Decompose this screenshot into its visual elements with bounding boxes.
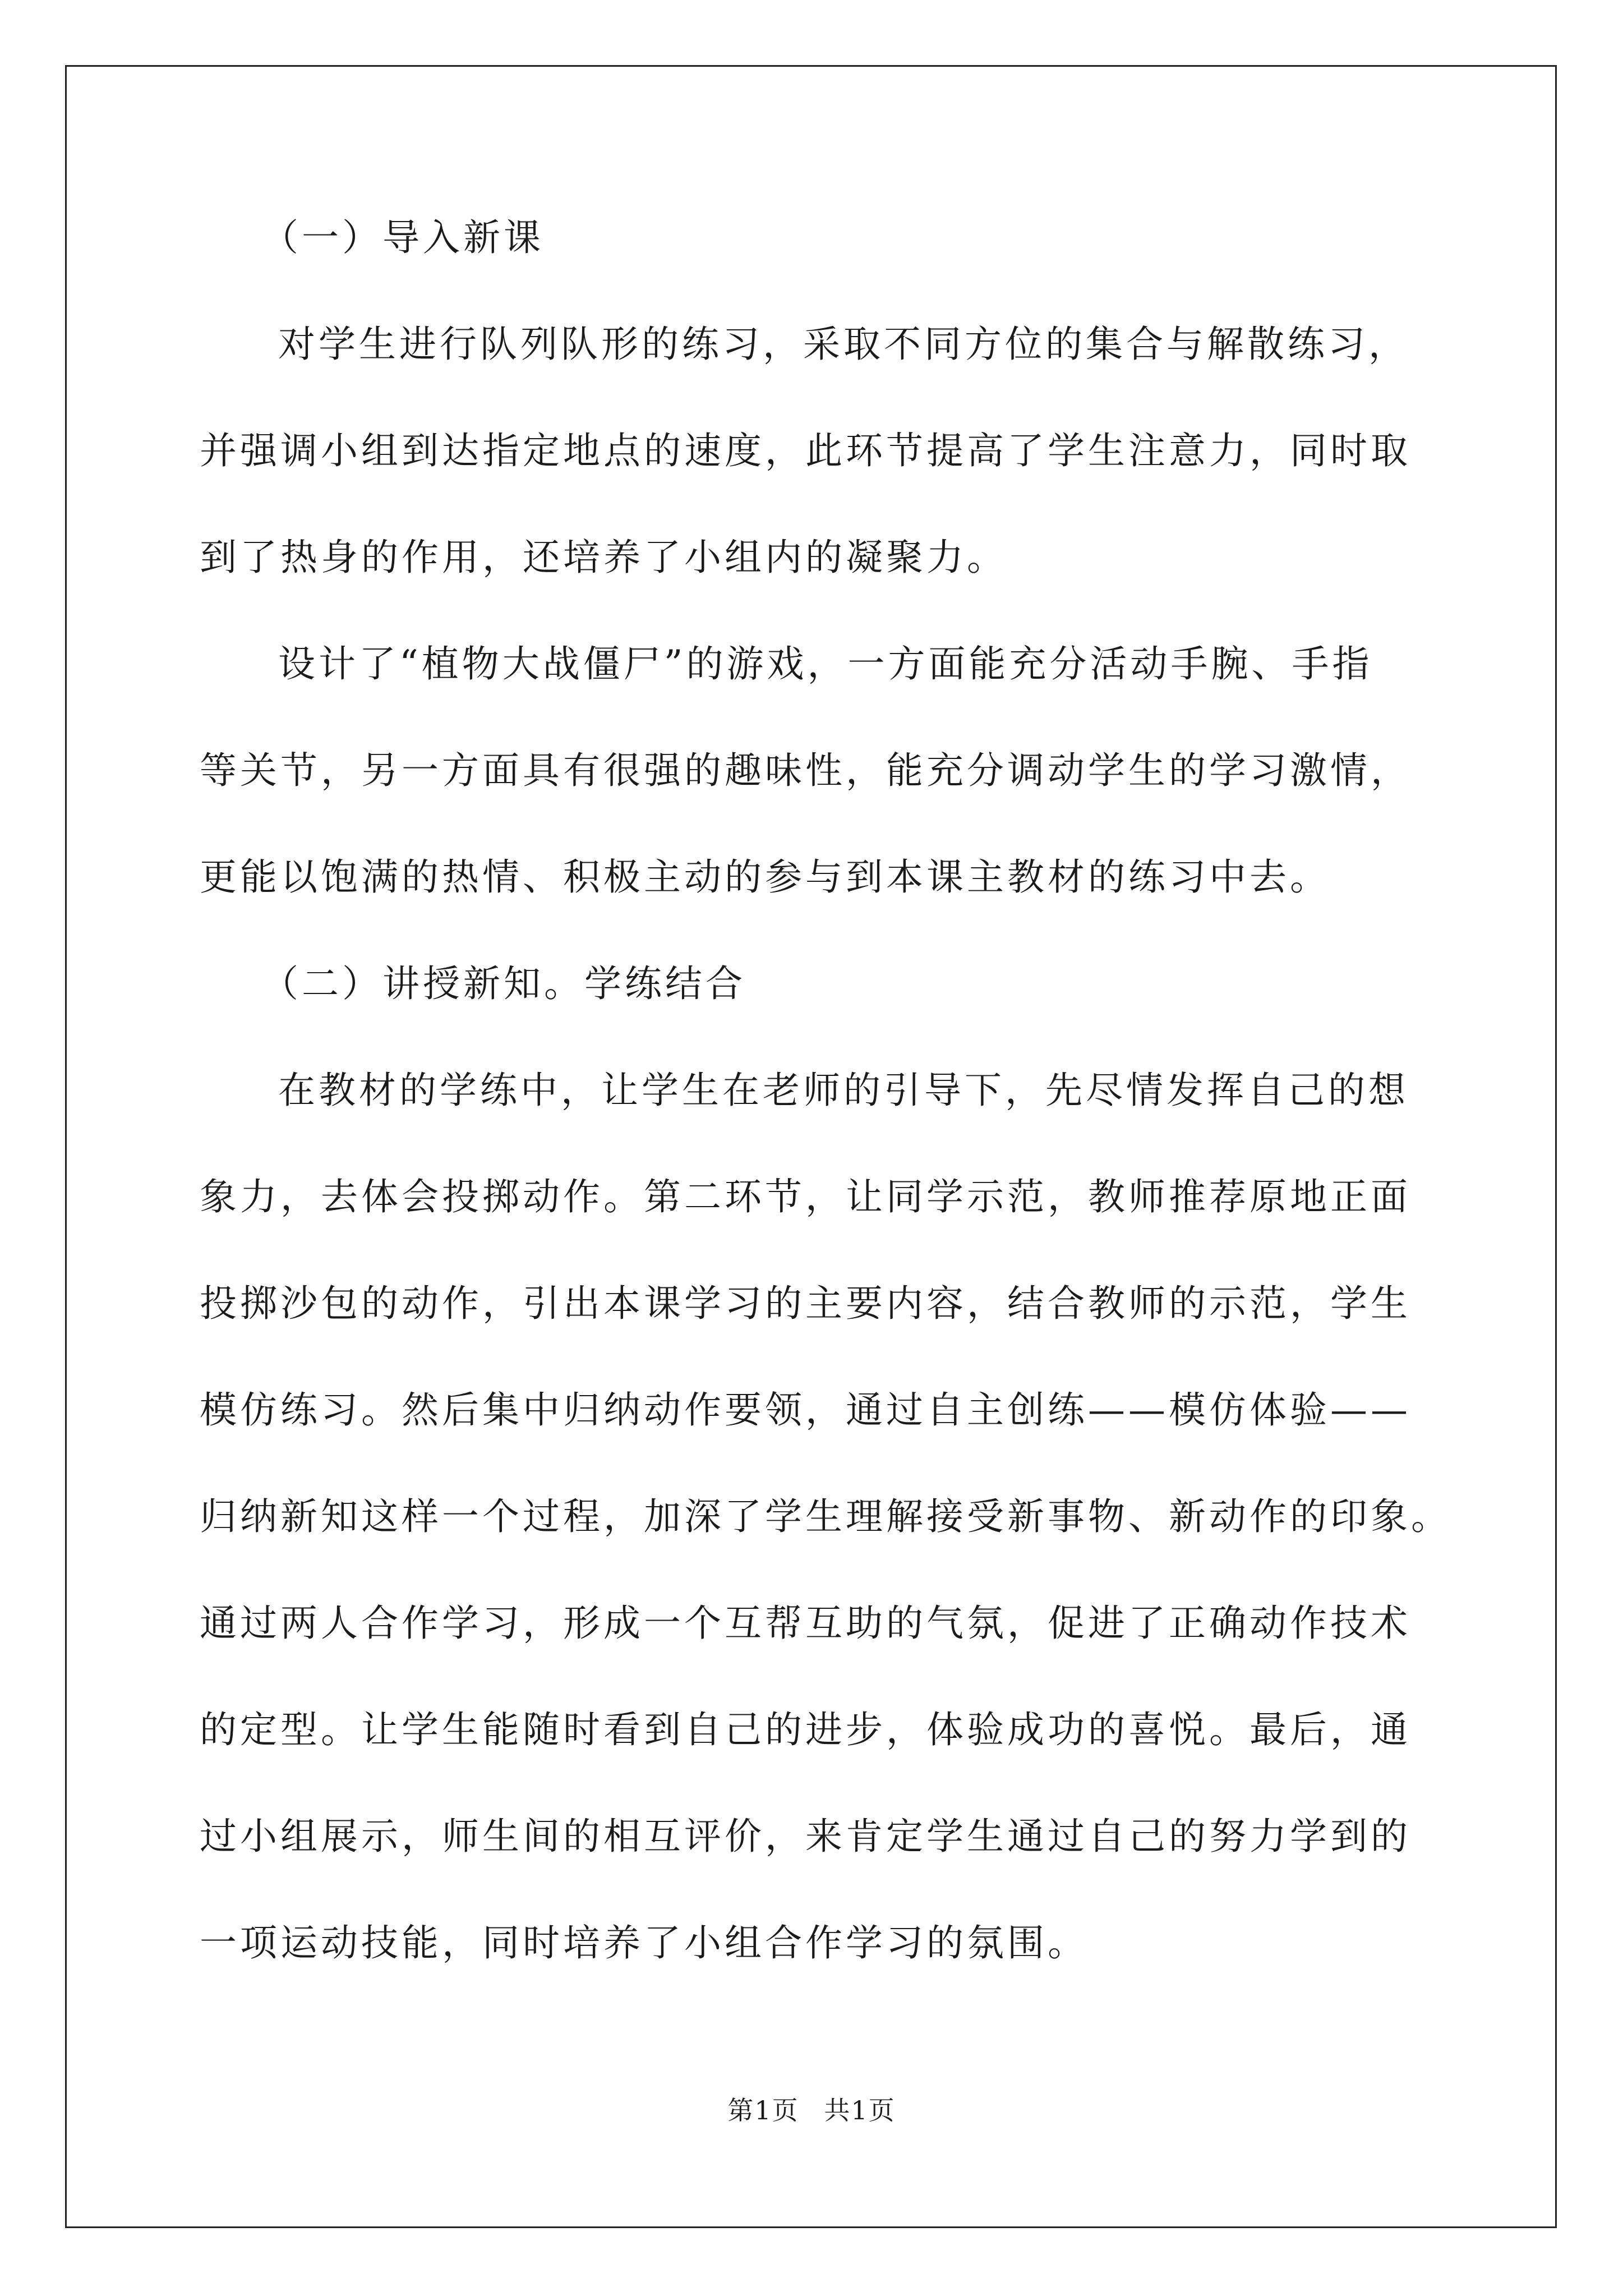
paragraph-line: 并强调小组到达指定地点的速度，此环节提高了学生注意力，同时取: [200, 429, 1411, 472]
page-total: 共1页: [824, 2095, 896, 2125]
paragraph-line: 对学生进行队列队形的练习，采取不同方位的集合与解散练习，: [278, 323, 1409, 366]
paragraph-line: 投掷沙包的动作，引出本课学习的主要内容，结合教师的示范，学生: [200, 1282, 1411, 1325]
paragraph: [200, 318, 1450, 584]
paragraph-line: 一项运动技能，同时培养了小组合作学习的氛围。: [200, 1921, 1088, 1964]
paragraph-line: 过小组展示，师生间的相互评价，来肯定学生通过自己的努力学到的: [200, 1815, 1411, 1858]
paragraph-line: 归纳新知这样一个过程，加深了学生理解接受新事物、新动作的印象。: [200, 1495, 1451, 1538]
section-heading: （二）讲授新知。学练结合: [261, 962, 746, 1005]
page-number: 第1页: [727, 2095, 799, 2125]
paragraph-line: 设计了“植物大战僵尸”的游戏，一方面能充分活动手腕、手指: [278, 642, 1373, 685]
paragraph-line: 等关节，另一方面具有很强的趣味性，能充分调动学生的学习激情，: [200, 749, 1411, 792]
paragraph-line: 通过两人合作学习，形成一个互帮互助的气氛，促进了正确动作技术: [200, 1602, 1411, 1645]
paragraph: [200, 1064, 1450, 1970]
section-heading: （一）导入新课: [261, 216, 544, 259]
paragraph-line: 在教材的学练中，让学生在老师的引导下，先尽情发挥自己的想: [278, 1069, 1409, 1112]
paragraph-line: 到了热身的作用，还培养了小组内的凝聚力。: [200, 536, 1007, 579]
paragraph: [200, 637, 1450, 904]
page-footer: [0, 2093, 1623, 2127]
paragraph-line: 的定型。让学生能随时看到自己的进步，体验成功的喜悦。最后，通: [200, 1708, 1411, 1751]
paragraph-line: 更能以饱满的热情、积极主动的参与到本课主教材的练习中去。: [200, 855, 1330, 899]
paragraph-line: 模仿练习。然后集中归纳动作要领，通过自主创练——模仿体验——: [200, 1388, 1411, 1432]
paragraph-line: 象力，去体会投掷动作。第二环节，让同学示范，教师推荐原地正面: [200, 1175, 1411, 1218]
document-body: [200, 211, 1450, 2023]
